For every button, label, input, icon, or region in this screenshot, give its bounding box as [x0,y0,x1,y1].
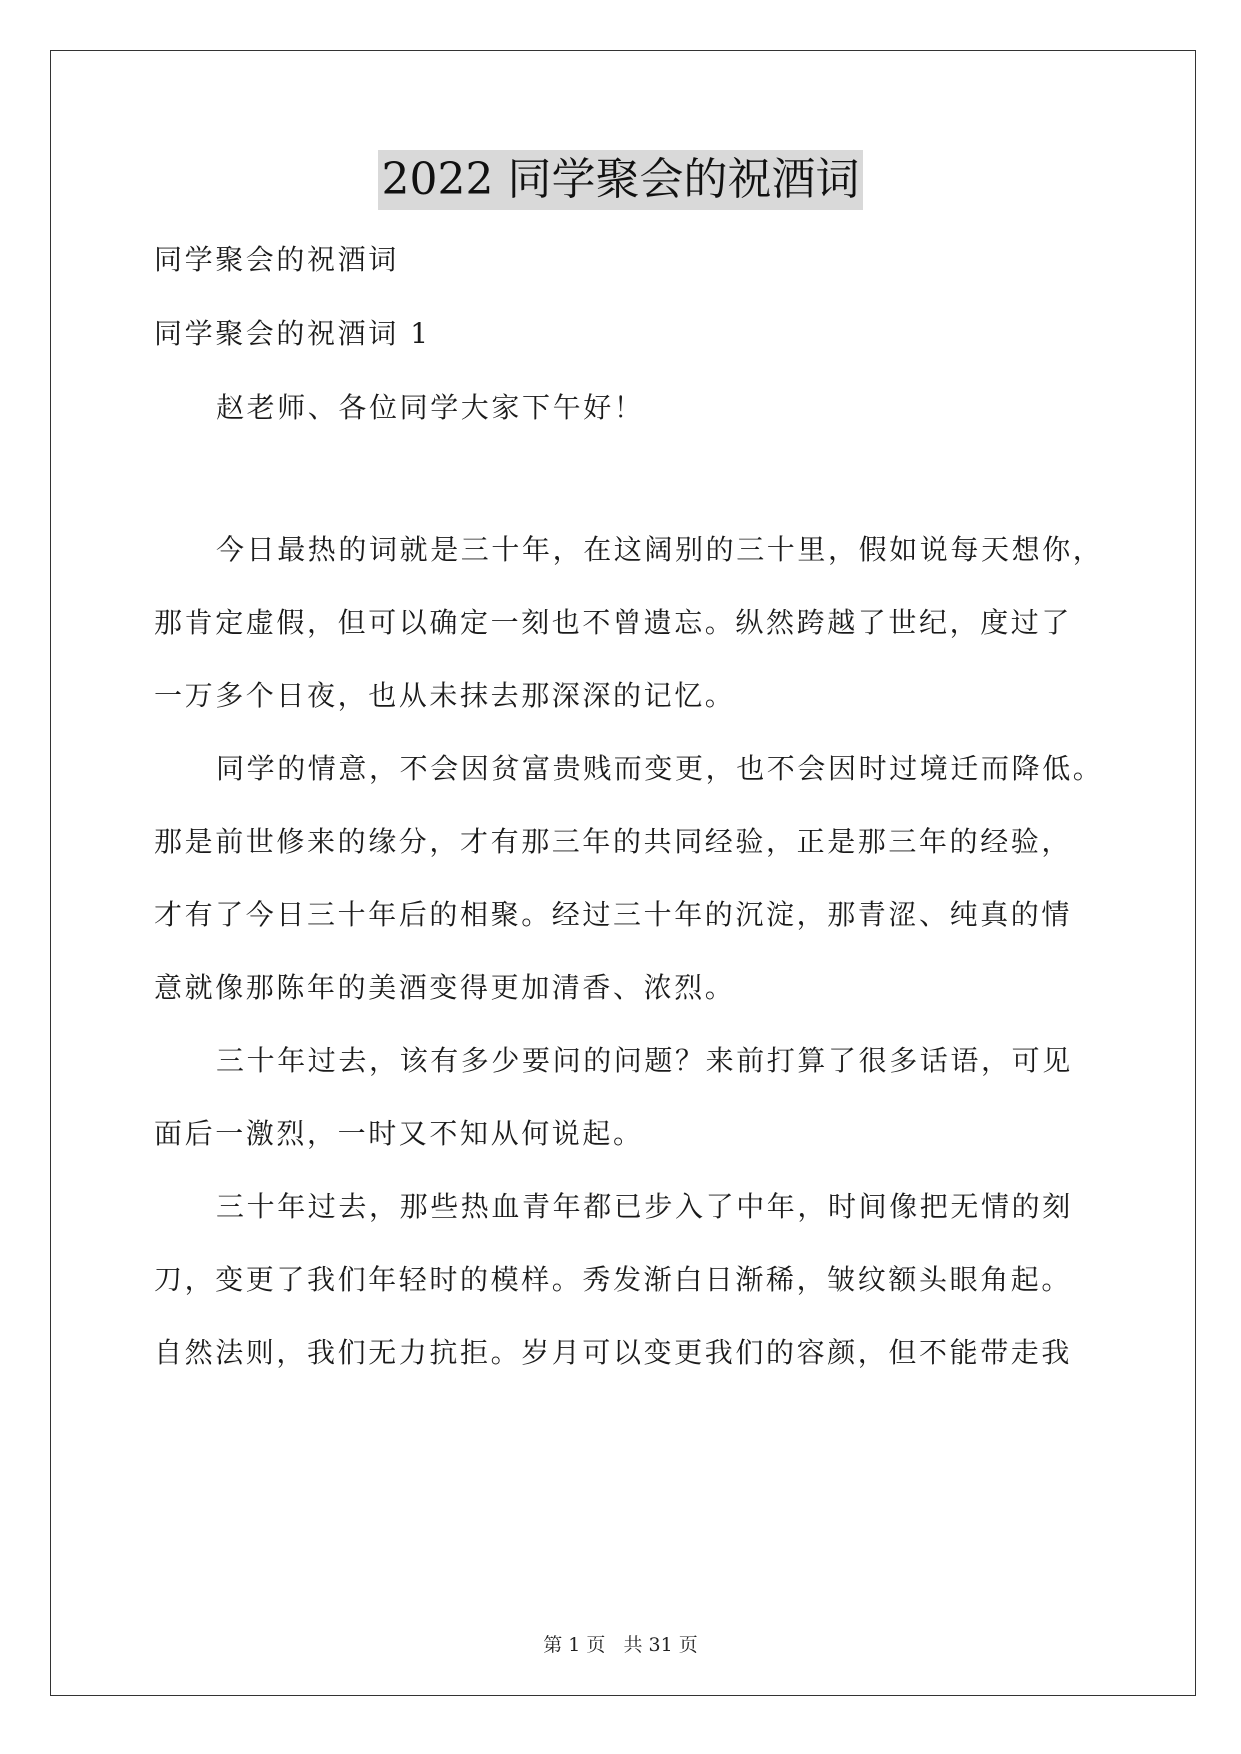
text-line: 今日最热的词就是三十年，在这阔别的三十里，假如说每天想你， [216,533,1104,566]
greeting-line: 赵老师、各位同学大家下午好！ [216,391,645,424]
page-footer [0,1630,1241,1657]
text-line: 面后一激烈，一时又不知从何说起。 [154,1117,644,1150]
text-line: 一万多个日夜，也从未抹去那深深的记忆。 [154,679,736,712]
document-title: 2022 同学聚会的祝酒词 [378,150,864,210]
subtitle-line: 同学聚会的祝酒词 [154,243,399,276]
text-line: 同学的情意，不会因贫富贵贱而变更，也不会因时过境迁而降低。 [216,752,1104,785]
text-line: 刀，变更了我们年轻时的模样。秀发渐白日渐稀，皱纹额头眼角起。 [154,1263,1073,1296]
page-number: 第 1 页 [543,1634,606,1656]
text-line: 自然法则，我们无力抗拒。岁月可以变更我们的容颜，但不能带走我 [154,1336,1073,1369]
text-line: 三十年过去，该有多少要问的问题？来前打算了很多话语，可见 [216,1044,1073,1077]
page-border [50,50,1196,1696]
page-total: 共 31 页 [623,1634,698,1656]
text-line: 三十年过去，那些热血青年都已步入了中年，时间像把无情的刻 [216,1190,1073,1223]
text-line: 那是前世修来的缘分，才有那三年的共同经验，正是那三年的经验， [154,825,1073,858]
title-container [0,150,1241,210]
text-line: 那肯定虚假，但可以确定一刻也不曾遗忘。纵然跨越了世纪，度过了 [154,606,1073,639]
text-line: 才有了今日三十年后的相聚。经过三十年的沉淀，那青涩、纯真的情 [154,898,1073,931]
subtitle-line: 同学聚会的祝酒词 1 [154,317,431,350]
text-line: 意就像那陈年的美酒变得更加清香、浓烈。 [154,971,736,1004]
